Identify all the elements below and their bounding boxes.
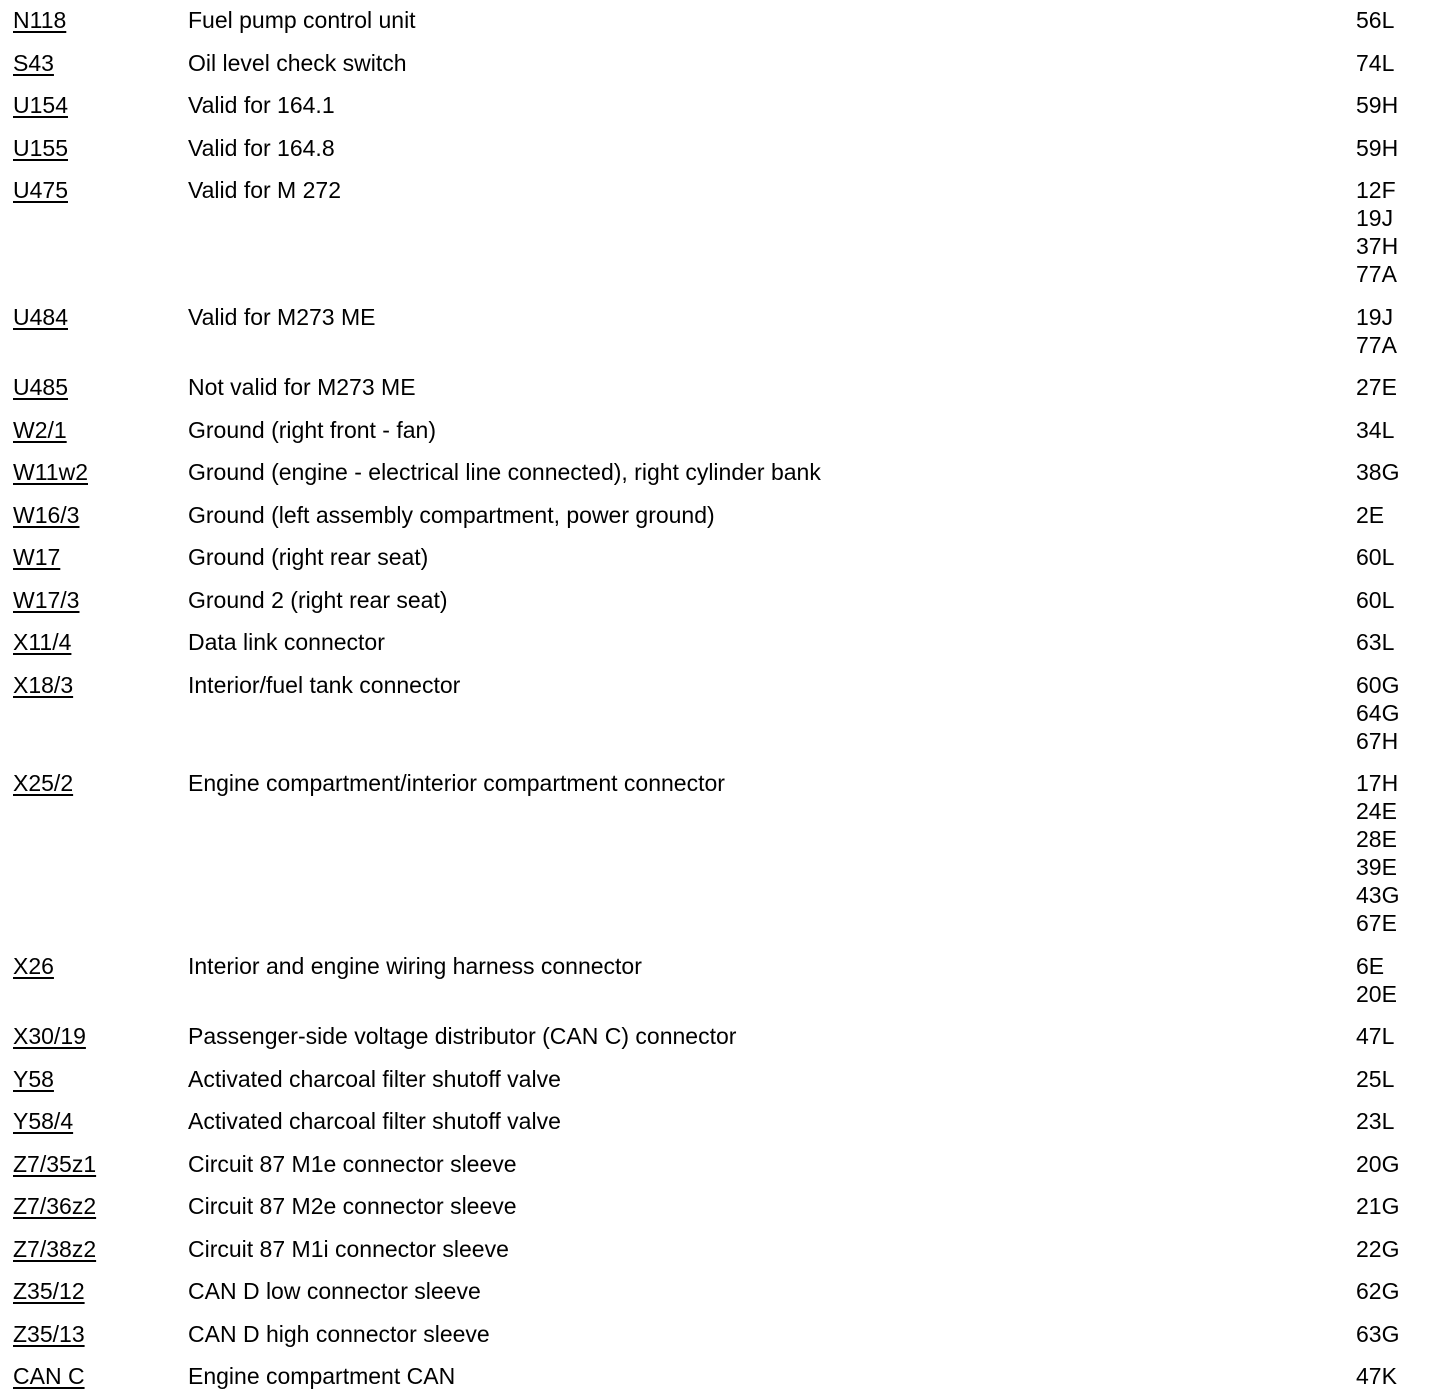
- component-description: Ground (right front - fan): [188, 416, 436, 443]
- component-code-link[interactable]: Z35/12: [13, 1278, 85, 1304]
- component-description: Valid for 164.8: [188, 134, 335, 161]
- component-description: Circuit 87 M2e connector sleeve: [188, 1193, 517, 1219]
- grid-reference: 47K: [1356, 1363, 1397, 1389]
- legend-row: [0, 1229, 1440, 1272]
- grid-reference: 74L: [1356, 49, 1395, 76]
- grid-reference-list: [1356, 1277, 1399, 1305]
- legend-row: [0, 622, 1440, 665]
- grid-reference-list: [1356, 176, 1398, 288]
- legend-row: [0, 43, 1440, 86]
- legend-row: [0, 297, 1440, 368]
- grid-reference-list: [1356, 91, 1398, 119]
- grid-reference: 47L: [1356, 1023, 1395, 1049]
- grid-reference: 27E: [1356, 374, 1397, 400]
- grid-reference: 77A: [1356, 261, 1397, 287]
- component-code-link[interactable]: S43: [13, 49, 54, 76]
- component-description: Circuit 87 M1e connector sleeve: [188, 1150, 517, 1177]
- component-description: Ground (right rear seat): [188, 544, 429, 570]
- grid-reference-list: [1356, 6, 1394, 34]
- legend-row: [0, 367, 1440, 410]
- grid-reference: 28E: [1356, 826, 1397, 852]
- component-description: Activated charcoal filter shutoff valve: [188, 1065, 561, 1092]
- component-code-link[interactable]: Y58/4: [13, 1108, 74, 1134]
- grid-reference-list: [1356, 134, 1398, 162]
- legend-row: [0, 1059, 1440, 1102]
- component-code-link[interactable]: Z7/38z2: [13, 1235, 97, 1262]
- grid-reference-list: [1356, 628, 1394, 656]
- component-code-link[interactable]: X26: [13, 952, 54, 979]
- legend-row: [0, 580, 1440, 623]
- grid-reference: 67H: [1356, 727, 1399, 754]
- grid-reference: 39E: [1356, 854, 1397, 880]
- grid-reference-list: [1356, 1107, 1394, 1135]
- component-description: CAN D high connector sleeve: [188, 1320, 490, 1347]
- component-description: Passenger-side voltage distributor (CAN C) connector: [188, 1023, 737, 1049]
- component-description: Valid for 164.1: [188, 92, 335, 118]
- grid-reference-list: [1356, 1192, 1399, 1220]
- grid-reference: 38G: [1356, 459, 1400, 485]
- component-code-link[interactable]: W17/3: [13, 586, 80, 613]
- grid-reference-list: [1356, 952, 1397, 1008]
- component-code-link[interactable]: U485: [13, 374, 68, 400]
- grid-reference: 64G: [1356, 699, 1400, 726]
- grid-reference-list: [1356, 416, 1394, 444]
- component-code-link[interactable]: Z35/13: [13, 1320, 85, 1347]
- grid-reference: 12F: [1356, 177, 1396, 203]
- component-code-link[interactable]: W17: [13, 544, 61, 570]
- component-description: Engine compartment/interior compartment connector: [188, 770, 725, 796]
- grid-reference: 77A: [1356, 331, 1397, 358]
- legend-row: [0, 537, 1440, 580]
- grid-reference: 62G: [1356, 1278, 1400, 1304]
- component-code-link[interactable]: W2/1: [13, 416, 67, 443]
- grid-reference: 67E: [1356, 910, 1397, 936]
- grid-reference: 19J: [1356, 205, 1394, 231]
- component-description: Interior and engine wiring harness connector: [188, 952, 642, 979]
- component-code-link[interactable]: X11/4: [13, 629, 72, 655]
- component-code-link[interactable]: Y58: [13, 1065, 54, 1092]
- grid-reference: 20G: [1356, 1150, 1400, 1177]
- legend-row: [0, 763, 1440, 946]
- component-code-link[interactable]: CAN C: [13, 1363, 85, 1389]
- component-code-link[interactable]: X18/3: [13, 671, 74, 698]
- grid-reference: 60G: [1356, 671, 1400, 698]
- legend-row: [0, 85, 1440, 128]
- component-code-link[interactable]: W11w2: [13, 459, 88, 485]
- component-description: Activated charcoal filter shutoff valve: [188, 1108, 561, 1134]
- legend-row: [0, 1016, 1440, 1059]
- legend-row: [0, 495, 1440, 538]
- grid-reference-list: [1356, 1320, 1399, 1348]
- component-description: CAN D low connector sleeve: [188, 1278, 481, 1304]
- grid-reference: 60L: [1356, 544, 1395, 570]
- component-code-link[interactable]: N118: [13, 7, 67, 33]
- grid-reference: 25L: [1356, 1065, 1395, 1092]
- grid-reference-list: [1356, 1150, 1399, 1178]
- grid-reference-list: [1356, 458, 1399, 486]
- component-description: Ground (engine - electrical line connected), right cylinder bank: [188, 459, 821, 485]
- grid-reference-list: [1356, 49, 1394, 77]
- component-code-link[interactable]: W16/3: [13, 501, 80, 528]
- grid-reference-list: [1356, 1362, 1397, 1390]
- component-description: Circuit 87 M1i connector sleeve: [188, 1235, 509, 1262]
- grid-reference: 24E: [1356, 798, 1397, 824]
- grid-reference: 43G: [1356, 882, 1400, 908]
- legend-row: [0, 1356, 1440, 1399]
- grid-reference: 59H: [1356, 134, 1399, 161]
- grid-reference-list: [1356, 543, 1394, 571]
- grid-reference-list: [1356, 1065, 1394, 1093]
- grid-reference: 19J: [1356, 303, 1394, 330]
- grid-reference: 56L: [1356, 7, 1395, 33]
- legend-row: [0, 946, 1440, 1017]
- grid-reference: 20E: [1356, 980, 1397, 1007]
- component-code-link[interactable]: X30/19: [13, 1023, 86, 1049]
- component-description: Not valid for M273 ME: [188, 374, 416, 400]
- legend-row: [0, 1101, 1440, 1144]
- grid-reference-list: [1356, 501, 1384, 529]
- legend-row: [0, 1271, 1440, 1314]
- grid-reference: 21G: [1356, 1193, 1400, 1219]
- component-code-link[interactable]: Z7/36z2: [13, 1193, 97, 1219]
- component-description: Engine compartment CAN: [188, 1363, 456, 1389]
- legend-row: [0, 1186, 1440, 1229]
- grid-reference-list: [1356, 1022, 1394, 1050]
- component-description: Interior/fuel tank connector: [188, 671, 461, 698]
- grid-reference: 63G: [1356, 1320, 1400, 1347]
- component-description: Ground 2 (right rear seat): [188, 586, 448, 613]
- component-code-link[interactable]: U484: [13, 303, 68, 330]
- grid-reference-list: [1356, 1235, 1399, 1263]
- component-code-link[interactable]: U475: [13, 177, 68, 203]
- grid-reference-list: [1356, 373, 1397, 401]
- grid-reference: 60L: [1356, 586, 1395, 613]
- component-description: Valid for M273 ME: [188, 303, 376, 330]
- legend-row: [0, 128, 1440, 171]
- component-code-link[interactable]: X25/2: [13, 770, 74, 796]
- component-description: Data link connector: [188, 629, 385, 655]
- component-code-link[interactable]: U155: [13, 134, 68, 161]
- component-description: Valid for M 272: [188, 177, 341, 203]
- grid-reference: 17H: [1356, 770, 1399, 796]
- grid-reference: 59H: [1356, 92, 1399, 118]
- grid-reference-list: [1356, 769, 1399, 937]
- grid-reference: 23L: [1356, 1108, 1395, 1134]
- component-code-link[interactable]: U154: [13, 92, 68, 118]
- component-description: Ground (left assembly compartment, power ground): [188, 501, 715, 528]
- grid-reference: 34L: [1356, 416, 1395, 443]
- grid-reference: 6E: [1356, 952, 1385, 979]
- component-description: Fuel pump control unit: [188, 7, 416, 33]
- grid-reference-list: [1356, 671, 1399, 755]
- legend-row: [0, 452, 1440, 495]
- legend-row: [0, 0, 1440, 43]
- component-description: Oil level check switch: [188, 49, 407, 76]
- grid-reference: 2E: [1356, 501, 1385, 528]
- legend-row: [0, 1144, 1440, 1187]
- grid-reference-list: [1356, 586, 1394, 614]
- grid-reference: 63L: [1356, 629, 1395, 655]
- component-code-link[interactable]: Z7/35z1: [13, 1150, 97, 1177]
- legend-row: [0, 665, 1440, 764]
- grid-reference-list: [1356, 303, 1397, 359]
- legend-row: [0, 1314, 1440, 1357]
- legend-row: [0, 410, 1440, 453]
- grid-reference: 22G: [1356, 1235, 1400, 1262]
- legend-row: [0, 170, 1440, 297]
- grid-reference: 37H: [1356, 233, 1399, 259]
